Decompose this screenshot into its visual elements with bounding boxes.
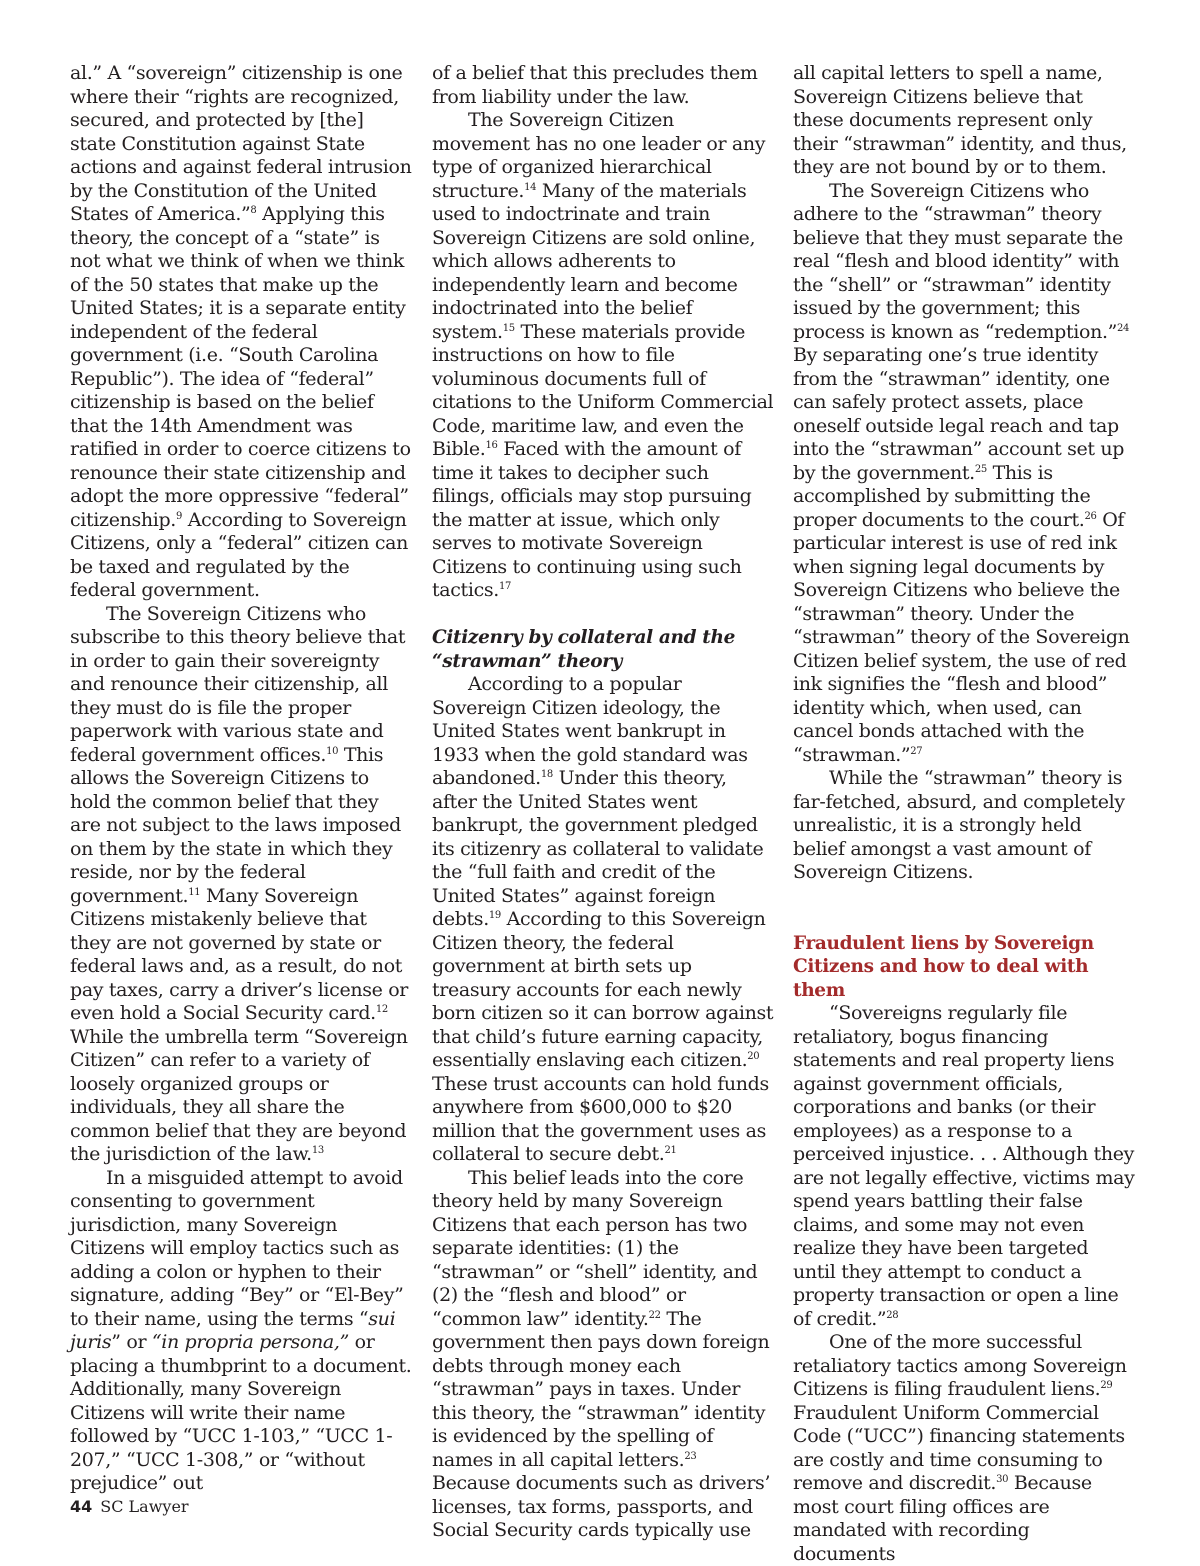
paragraph: al.” A “sovereign” citizenship is one where their “rights are recognized, secured, and protected by [the] state Constitution against State actions and against federal intrusion by the Constitution of the United States of America.”$^8$ Applying this theory, the concept of a “state” is not what we think of when we think of the 50 states that make up the United States; it is a separate entity independent of the federal government (i.e. “South Carolina Republic”). The idea of “federal” citizenship is based on the belief that the 14th Amendment was ratified in order to coerce citizens to renounce their state citizenship and adopt the more oppressive “federal” citizenship.$^9$ According to Sovereign Citizens, only a “federal” citizen can be taxed and regulated by the federal government. [70,62,412,601]
footnote-ref: 17 [498,581,511,592]
footnote-ref: 9 [176,510,183,522]
footnote-ref: 29 [1100,1380,1113,1391]
paragraph: The Sovereign Citizen movement has no one leader or any type of organized hierarchical structure.$^{14}$ Many of the materials used to indoctrinate and train Sovereign Citizens are sold online, which allows adherents to independently learn and become indoctrinated into the belief system.$^{15}$ These materials provide instructions on how to file voluminous documents full of citations to the Uniform Commercial Code, maritime law, and even the Bible.$^{16}$ Faced with the amount of time it takes to decipher such filings, officials may stop pursuing the matter at issue, which only serves to motivate Sovereign Citizens to continuing using such tactics.$^{17}$ [432,109,774,601]
footnote-ref: 24 [1117,322,1130,334]
footnote-ref: 18 [540,769,553,780]
publication-name: SC Lawyer [100,1497,189,1516]
paragraph: According to a popular Sovereign Citizen ideology, the United States went bankrupt in 1933 when the gold standard was abandoned.$^{18}$ Under this theory, after the United States went bankrupt, the government pledged its citizenry as collateral to validate the “full faith and credit of the United States” against foreign debts.$^{19}$ According to this Sovereign Citizen theory, the federal government at birth sets up treasury accounts for each newly born citizen so it can borrow against that child’s future earning capacity, essentially enslaving each citizen.$^{20}$ These trust accounts can hold funds anywhere from $600,000 to $20 million that the government uses as collateral to secure debt.$^{21}$ [432,673,774,1165]
footnote-ref: 8 [250,205,257,216]
footnote-ref: 22 [648,1309,661,1321]
footnote-ref: 21 [664,1145,677,1156]
paragraph: The Sovereign Citizens who subscribe to this theory believe that in order to gain their sovereignty and renounce their citizenship, all they must do is file the proper paperwork with various state and federal government offices.$^{10}$ This allows the Sovereign Citizens to hold the common belief that they are not subject to the laws imposed on them by the state in which they reside, nor by the federal government.$^{11}$ Many Sovereign Citizens mistakenly believe that they are not governed by state or federal laws and, as a result, do not pay taxes, carry a driver’s license or even hold a Social Security card.$^{12}$ While the umbrella term “Sovereign Citizen” can refer to a variety of loosely organized groups or individuals, they all share the common belief that they are beyond the jurisdiction of the law.$^{13}$ [70,602,409,1165]
text-column-1 [70,62,412,1496]
footnote-ref: 10 [326,745,339,757]
paragraph: This belief leads into the core theory held by many Sovereign Citizens that each person has two separate identities: (1) the “strawman” or “shell” identity, and (2) the “flesh and blood” or “common law” identity.$^{22}$ The government then pays down foreign debts through money each “strawman” pays in taxes. Under this theory, the “strawman” identity is evidenced by the spelling of names in all capital letters.$^{23}$ Because documents such as drivers’ licenses, tax forms, passports, and Social Security cards typically use [432,1166,771,1541]
section-subheading: Citizenry by collateral and the “strawman” theory [432,627,736,672]
footnote-ref: 15 [502,322,515,334]
paragraph: While the “strawman” theory is far-fetched, absurd, and completely unrealistic, it is a strongly held belief amongst a vast amount of Sovereign Citizens. [793,767,1125,883]
footnote-ref: 23 [684,1450,697,1462]
paragraph: all capital letters to spell a name, Sovereign Citizens believe that these documents represent only their “strawman” identity, and thus, they are not bound by or to them. [793,62,1127,178]
footnote-ref: 30 [996,1474,1009,1485]
footnote-ref: 14 [524,181,537,193]
paragraph: The Sovereign Citizens who adhere to the “strawman” theory believe that they must separate the real “flesh and blood identity” with the “shell” or “strawman” identity issued by the government; this process is known as “redemption.”$^{24}$ By separating one’s true identity from the “strawman” identity, one can safely protect assets, place oneself outside legal reach and tap into the “strawman” account set up by the government.$^{25}$ This is accomplished by submitting the proper documents to the court.$^{26}$ Of particular interest is use of red ink when signing legal documents by Sovereign Citizens who believe the “strawman” theory. Under the “strawman” theory of the Sovereign Citizen belief system, the use of red ink signifies the “flesh and blood” identity which, when used, can cancel bonds attached with the “strawman.”$^{27}$ [793,179,1130,766]
footnote-ref: 16 [485,440,498,451]
paragraph: of a belief that this precludes them from liability under the law. [432,62,758,108]
text-column-3 [793,62,1135,1566]
footnote-ref: 20 [747,1051,760,1062]
footnote-ref: 28 [886,1309,899,1321]
footnote-ref: 26 [1084,510,1097,522]
footnote-ref: 12 [375,1004,388,1015]
paragraph: “Sovereigns regularly file retaliatory, bogus financing statements and real property liens against government officials, corporations and banks (or their employees) as a response to a perceived injustice. . . Although they are not legally effective, victims may spend years battling their false claims, and some may not even realize they have been targeted until they attempt to conduct a property transaction or open a line of credit.”$^{28}$ [793,1002,1135,1330]
page-footer [70,1497,189,1516]
paragraph: In a misguided attempt to avoid consenting to government jurisdiction, many Sovereign Citizens will employ tactics such as adding a colon or hyphen to their signature, adding “Bey” or “El-Bey” to their name, using the terms “sui juris” or “in propria persona,” or placing a thumbprint to a document. Additionally, many Sovereign Citizens will write their name followed by “UCC 1-103,” “UCC 1-207,” “UCC 1-308,” or “without prejudice” out [70,1166,412,1494]
section-heading: Fraudulent liens by Sovereign Citizens and how to deal with them [793,932,1094,1001]
footnote-ref: 13 [311,1145,324,1156]
footnote-ref: 19 [488,910,501,921]
footnote-ref: 25 [974,463,987,475]
page-number: 44 [70,1497,93,1516]
paragraph: One of the more successful retaliatory tactics among Sovereign Citizens is filing fraudulent liens.$^{29}$ Fraudulent Uniform Commercial Code (“UCC”) financing statements are costly and time consuming to remove and discredit.$^{30}$ Because most court filing offices are mandated with recording documents [793,1331,1127,1565]
text-column-2 [432,62,774,1543]
footnote-ref: 11 [188,886,201,898]
footnote-ref: 27 [910,745,923,757]
